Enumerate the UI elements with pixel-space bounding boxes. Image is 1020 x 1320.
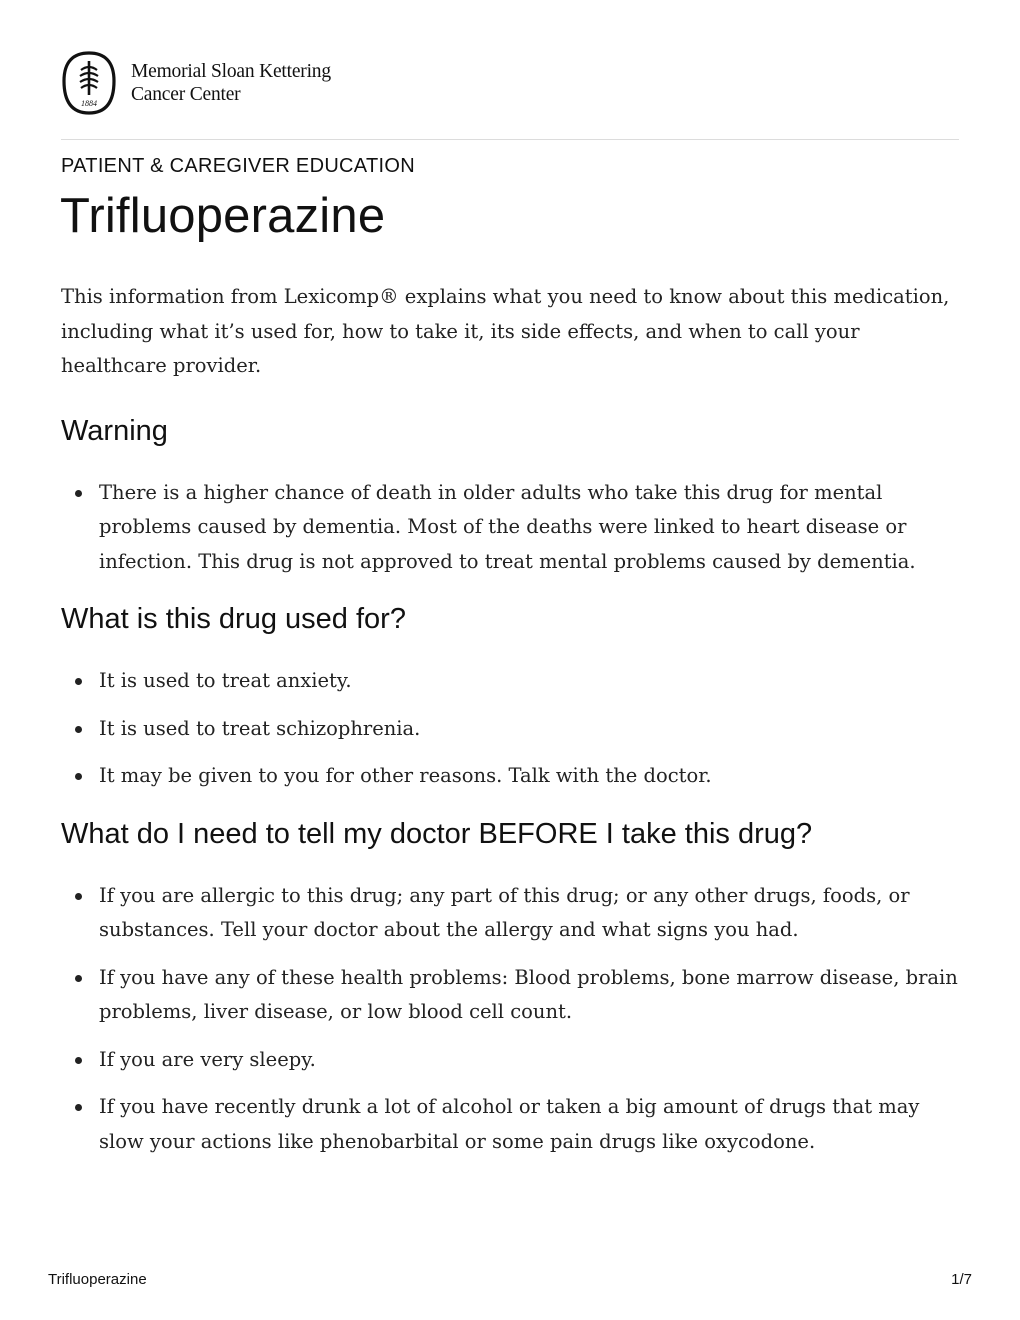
category-label: PATIENT & CAREGIVER EDUCATION — [61, 155, 415, 177]
logo-wordmark — [131, 60, 331, 106]
msk-logo-icon — [61, 50, 117, 116]
list-item: There is a higher chance of death in older adults who take this drug for mental problems caused by dementia. Most of the deaths were linked to heart disease or infection. This drug is not approved to treat mental problems caused by dementia. — [61, 476, 961, 580]
footer-doc-name: Trifluoperazine — [48, 1271, 147, 1288]
logo-line-2: Cancer Center — [131, 84, 241, 105]
list-item: If you are very sleepy. — [61, 1043, 961, 1078]
list-item: If you have any of these health problems: Blood problems, bone marrow disease, brain problems, liver disease, or low blood cell count. — [61, 961, 961, 1030]
main-content — [61, 280, 961, 1159]
before-taking-list — [61, 879, 961, 1160]
page-title: Trifluoperazine — [60, 189, 386, 243]
list-item: It may be given to you for other reasons. Talk with the doctor. — [61, 759, 961, 794]
logo-line-1: Memorial Sloan Kettering — [131, 61, 331, 82]
page-footer — [48, 1271, 972, 1288]
page-number: 1/7 — [951, 1271, 972, 1288]
list-item: If you are allergic to this drug; any part of this drug; or any other drugs, foods, or substances. Tell your doctor about the allergy and what signs you had. — [61, 879, 961, 948]
intro-paragraph: This information from Lexicomp® explains what you need to know about this medication, including what it’s used for, how to take it, its side effects, and when to call your healthcare provider. — [61, 285, 950, 377]
list-item: It is used to treat schizophrenia. — [61, 712, 961, 747]
uses-list — [61, 664, 961, 794]
msk-logo — [61, 50, 331, 116]
section-heading-before-taking: What do I need to tell my doctor BEFORE I take this drug? — [61, 817, 813, 850]
section-heading-uses: What is this drug used for? — [61, 603, 406, 635]
warning-list — [61, 476, 961, 580]
svg-text:1884: 1884 — [81, 99, 97, 108]
list-item: If you have recently drunk a lot of alcohol or taken a big amount of drugs that may slow your actions like phenobarbital or some pain drugs like oxycodone. — [61, 1090, 961, 1159]
section-heading-warning: Warning — [61, 414, 168, 447]
header-divider — [61, 139, 959, 140]
list-item: It is used to treat anxiety. — [61, 664, 961, 699]
